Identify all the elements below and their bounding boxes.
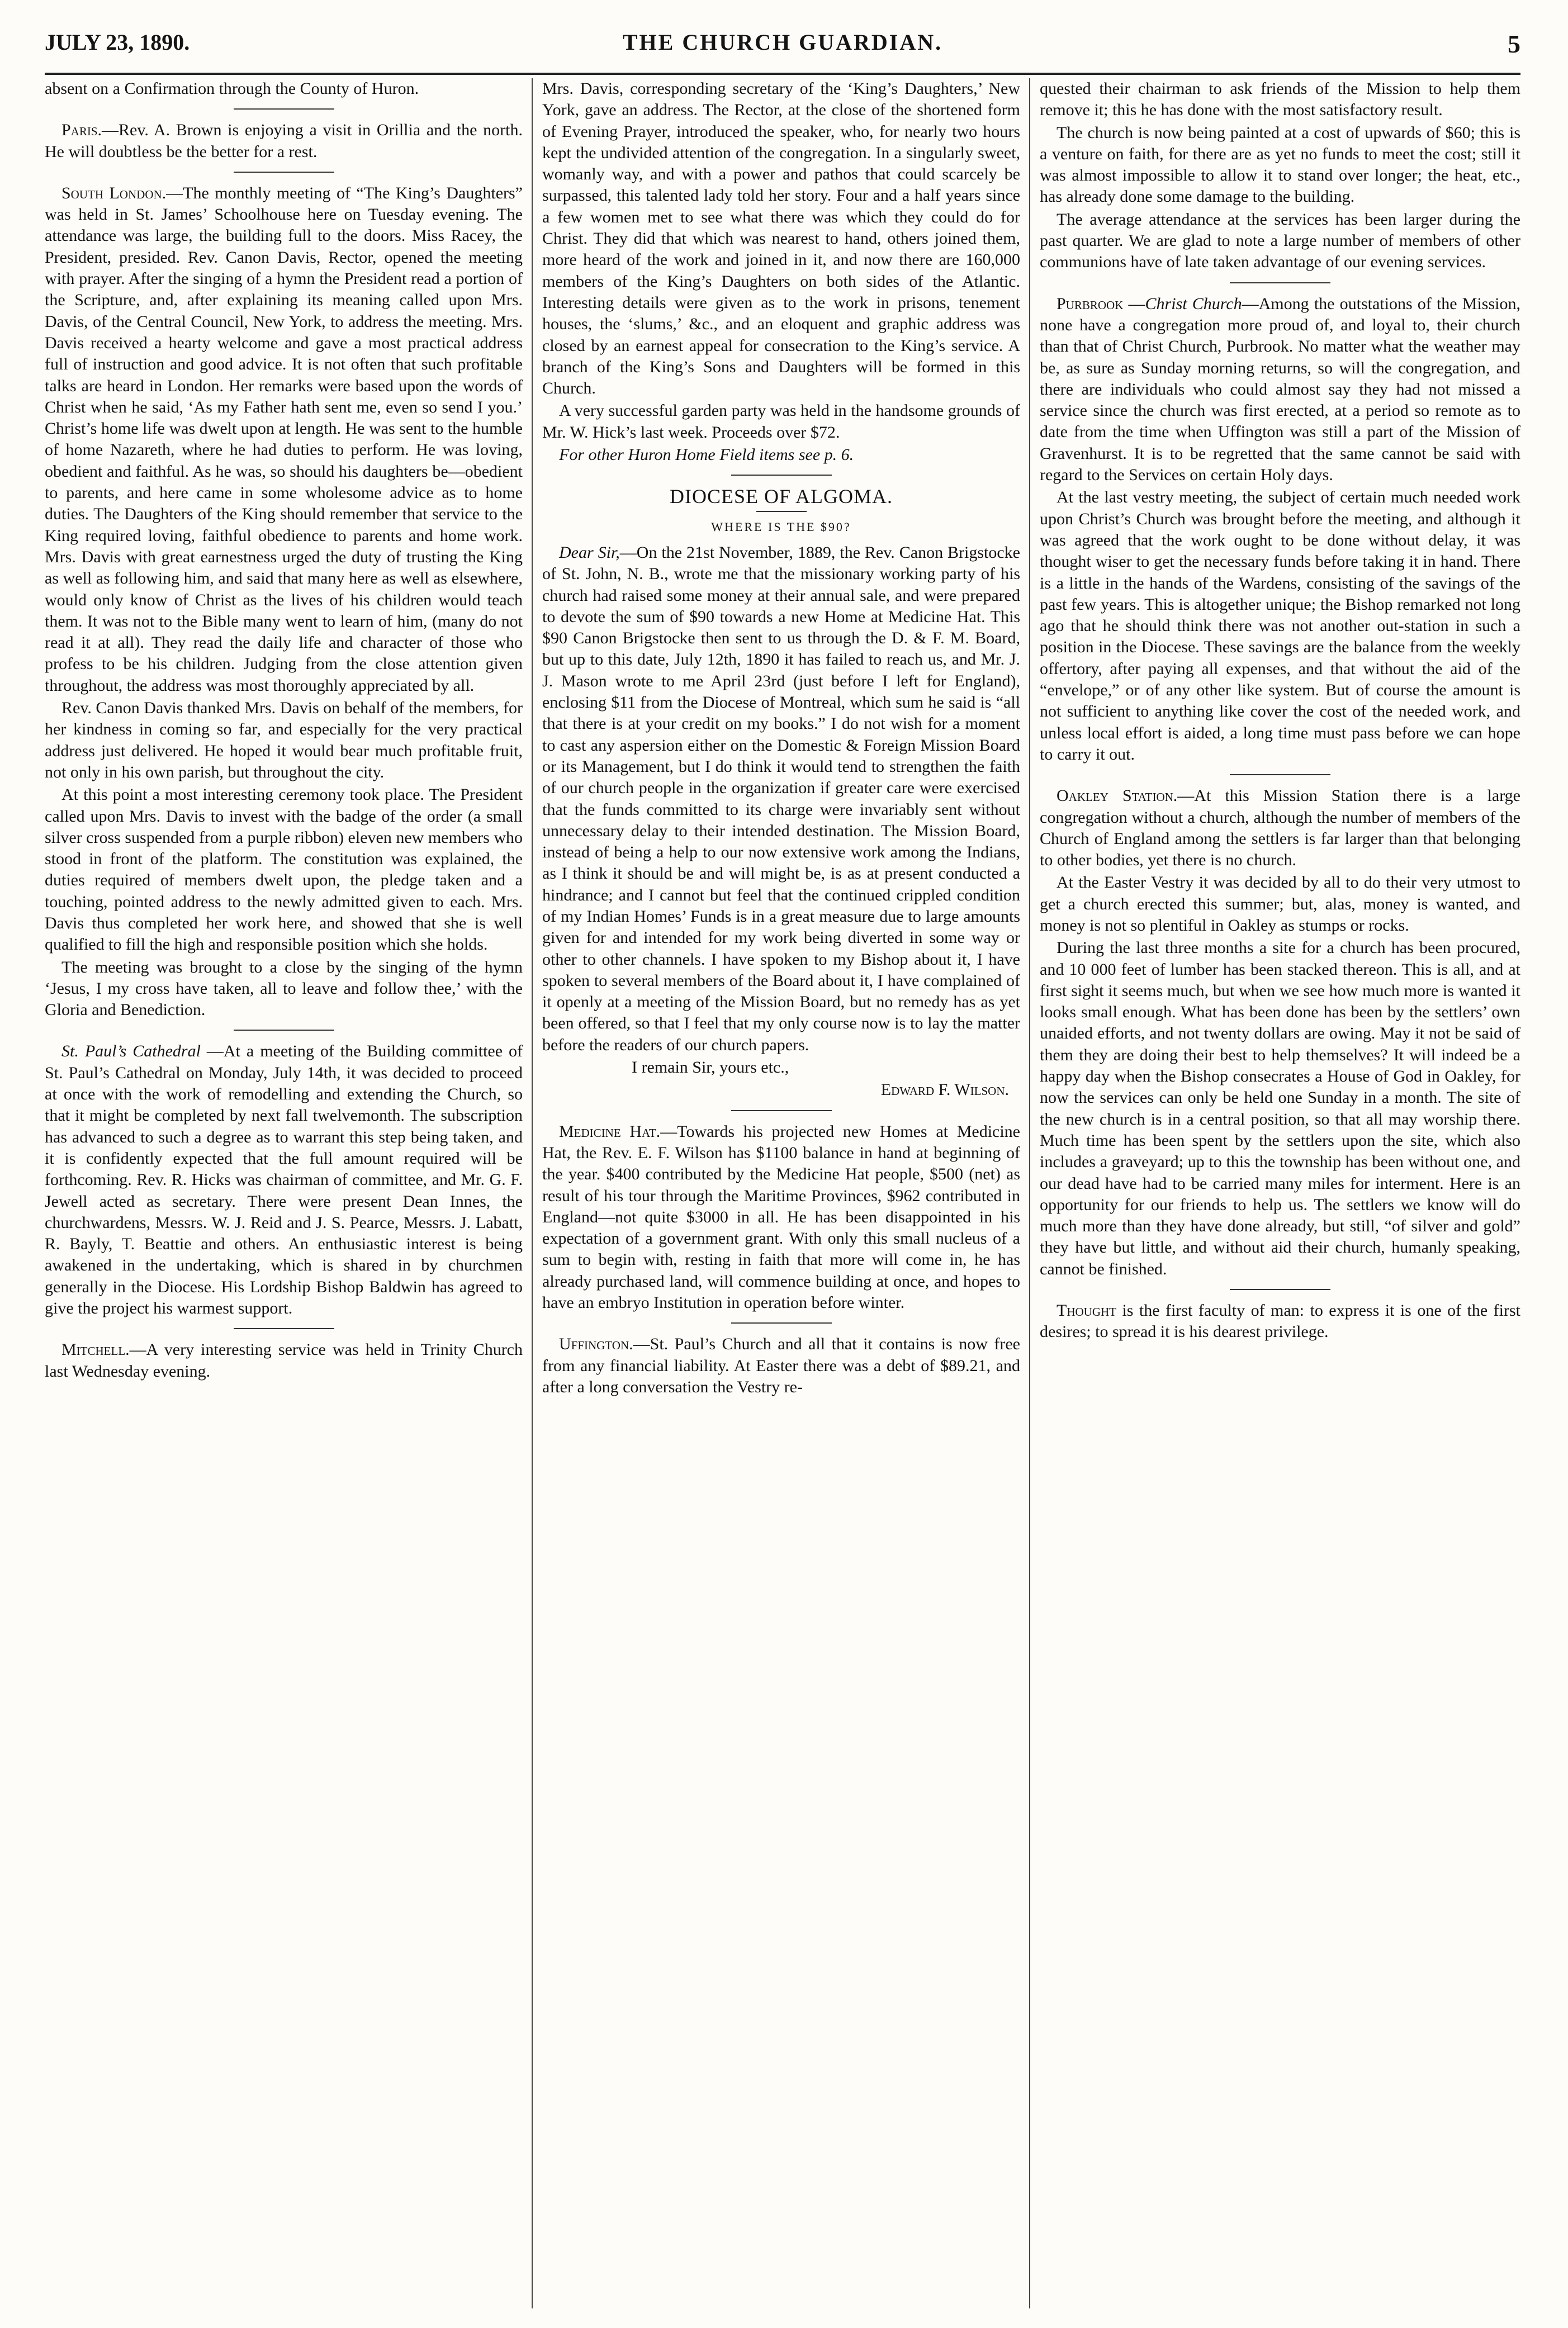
paragraph: absent on a Confirmation through the County of Huron. bbox=[45, 79, 419, 98]
paragraph-text: —St. Paul’s Church and all that it contains is now free from any financial liability. At Easter there was a debt of $89.21, and after a long conversation the Vestry re- bbox=[542, 1335, 1020, 1396]
section-heading: Purbrook bbox=[1057, 294, 1124, 313]
section-heading: South London. bbox=[61, 183, 167, 202]
paragraph-text: —Towards his projected new Homes at Medicine Hat, the Rev. E. F. Wilson has $1100 balance in hand at beginning of the year. $400 contributed by the Medicine Hat people, $500 (net) as result of his tour through the Maritime Provinces, $962 contributed in England—not quite $3000 in all. He has been disappointed in his expectation of a government grant. With only this small nucleus of a sum to begin with, resting in faith that more will come in, he has already purchased land, will commence building at once, and hopes to have an embryo Institution in operation before winter. bbox=[542, 1122, 1020, 1312]
section-title: DIOCESE OF ALGOMA. bbox=[669, 485, 893, 508]
paragraph: A very successful garden party was held in the handsome grounds of Mr. W. Hick’s last week. Proceeds over $72. bbox=[542, 401, 1020, 442]
separator bbox=[756, 511, 807, 512]
paragraph-text: —At a meeting of the Building committee of St. Paul’s Cathedral on Monday, July 14th, it was decided to proceed at once with the work of remodelling and extending the Church, so that it might be completed by next fall twelvemonth. The subscription has advanced to such a degree as to warrant this step being taken, and it is confidently expected that the full amount required will be forthcoming. Rev. R. Hicks was chairman of committee, and Mr. G. F. Jewell acted as secretary. There were present Dean Innes, the churchwardens, Messrs. W. J. Reid and J. S. Pearce, Messrs. J. Labatt, R. Bayly, T. Beattie and others. An enthusiastic interest is being awakened in the undertaking, which is shared in by churchmen generally in the Diocese. His Lordship Bishop Baldwin has agreed to give the project his warmest support. bbox=[45, 1042, 523, 1318]
masthead bbox=[45, 22, 1520, 75]
cross-reference: For other Huron Home Field items see p. 6. bbox=[559, 445, 854, 464]
section-heading: Medicine Hat. bbox=[559, 1122, 661, 1141]
column-rule bbox=[1029, 78, 1030, 2308]
section-heading: St. Paul’s Cathedral bbox=[61, 1042, 201, 1061]
paragraph-st-pauls bbox=[45, 1041, 523, 1319]
section-heading: Oakley Station. bbox=[1057, 786, 1178, 805]
paragraph-uffington bbox=[542, 1334, 1020, 1398]
paragraph: The average attendance at the services has been larger during the past quarter. We are glad to note a large number of members of other communions have of late taken advantage of our evening services. bbox=[1040, 210, 1520, 272]
separator bbox=[1230, 1289, 1330, 1290]
paragraph-south-london bbox=[45, 183, 523, 696]
paragraph: During the last three months a site for a church has been procured, and 10 000 feet of lumber has been stacked thereon. This is all, and at first sight it seems much, but when we see how much more is wanted it looks small enough. What has been done has been by the settlers’ own unaided efforts, and not twenty dollars are owing. May it not be said of them they are doing their best to help themselves? It will indeed be a happy day when the Bishop consecrates a House of God in Oakley, for now the services can only be held one Sunday in a month. The site of the new church is in a central position, so that all may worship there. Much time has been spent by the settlers upon the site, which also includes a graveyard; up to this the township has been without one, and our dead have had to be carried many miles for interment. Here is an opportunity for our friends to help us. The settlers we know will do much more than they have done already, but still, “of silver and gold” they have but little, and without aid their church, humanly speaking, cannot be finished. bbox=[1040, 938, 1520, 1278]
paragraph: quested their chairman to ask friends of the Mission to help them remove it; this he has done with the most satisfactory result. bbox=[1040, 79, 1520, 120]
letter-closing: I remain Sir, yours etc., bbox=[632, 1058, 789, 1077]
separator bbox=[234, 108, 334, 110]
paragraph-mitchell bbox=[45, 1339, 523, 1382]
column-rule bbox=[532, 78, 533, 2308]
paragraph-paris bbox=[45, 120, 523, 163]
issue-date: JULY 23, 1890. bbox=[45, 30, 190, 55]
section-heading: Uffington. bbox=[559, 1335, 633, 1354]
paragraph-text: —A very interesting service was held in Trinity Church last Wednesday evening. bbox=[45, 1340, 523, 1381]
paragraph-text: —At this Mission Station there is a large congregation without a church, although the number of members of the Church of England among the settlers is far larger than that belonging to other bodies, yet there is no church. bbox=[1040, 786, 1520, 870]
paragraph: At this point a most interesting ceremony took place. The President called upon Mrs. Davis to invest with the badge of the order (a small silver cross suspended from a purple ribbon) eleven new members who stood in front of the platform. The constitution was explained, the duties required of members dwelt upon, the pledge taken and a touching, pointed address to the newly admitted given to each. Mrs. Davis thus completed her work here, and showed that she is well qualified to fill the high and responsible position which she holds. bbox=[45, 785, 523, 954]
paragraph: Mrs. Davis, corresponding secretary of the ‘King’s Daughters,’ New York, gave an address. The Rector, at the close of the shortened form of Evening Prayer, introduced the speaker, who, for nearly two hours kept the undivided attention of the congregation. In a singularly sweet, womanly way, and with a power and pathos that could scarcely be surpassed, this talented lady told her story. Four and a half years since a few women met to see what there was which they could do for Christ. They did that which was nearest to hand, others joined them, more heard of the work and joined in it, and now there are 160,000 members of the King’s Daughters on both sides of the Atlantic. Interesting details were given as to the work in prisons, tenement houses, the ‘slums,’ &c., and an eloquent and graphic address was closed by an earnest appeal for consecration to the King’s service. A branch of the King’s Sons and Daughters will be formed in this Church. bbox=[542, 79, 1020, 398]
page-number: 5 bbox=[1508, 30, 1520, 58]
column-1 bbox=[45, 78, 523, 2308]
letter-body bbox=[542, 542, 1020, 1056]
paragraph-text: —On the 21st November, 1889, the Rev. Canon Brigstocke of St. John, N. B., wrote me that the missionary working party of his church had raised some money at their annual sale, and were prepared to devote the sum of $90 towards a new Home at Medicine Hat. This $90 Canon Brigstocke then sent to us through the D. & F. M. Board, but up to this date, July 12th, 1890 it has failed to reach us, and Mr. J. J. Mason wrote to me April 23rd (just before I left for England), enclosing $11 from the Diocese of Montreal, which sum he said is “all that there is at your credit on my books.” I do not wish for a moment to cast any aspersion either on the Domestic & Foreign Mission Board or its Management, but I do think it would tend to strengthen the faith of our church people in the organization if greater care were exercised that the funds committed to its charge were invariably sent without unnecessary delay to their intended destination. The Mission Board, instead of being a help to our now extensive work among the Indians, as I think it should be and will might be, is as at present conducted a hindrance; and I cannot but feel that the continued crippled condition of my Indian Homes’ Funds is in a great measure due to large amounts given for and intended for my work being diverted in some way or other to other channels. I have spoken to my Bishop about it, I have spoken to several members of the Board about it, I have complained of it openly at a meeting of the Mission Board, but no remedy has as yet been offered, so that I feel that my only course now is to lay the matter before the readers of our church papers. bbox=[542, 543, 1020, 1054]
section-heading: Paris. bbox=[61, 121, 102, 140]
paragraph-thought bbox=[1040, 1300, 1520, 1343]
paragraph-purbrook: Purbrook —Christ Church—Among the outstations of the Mission, none have a congregation more proud of, and loyal to, their church than that of Christ Church, Purbrook. No matter what the weather may be, as sure as Sunday morning returns, so will the congregation, and there are individuals who could almost say they had not missed a service since the church was first erected, at a period so remote as to date from the time when Uffington was still a part of the Mission of Gravenhurst. It is to be regretted that the same cannot be said with regard to the Services on certain Holy days. bbox=[1040, 294, 1520, 485]
column-2 bbox=[542, 78, 1020, 2308]
separator bbox=[1230, 282, 1330, 283]
section-heading: Mitchell. bbox=[61, 1340, 130, 1359]
paragraph-oakley bbox=[1040, 785, 1520, 871]
separator bbox=[234, 1030, 334, 1031]
separator bbox=[731, 1322, 832, 1324]
paragraph-text: is the first faculty of man: to express it is one of the first desires; to spread it is his dearest privilege. bbox=[1040, 1301, 1520, 1341]
newspaper-title: THE CHURCH GUARDIAN. bbox=[622, 30, 943, 55]
separator bbox=[234, 172, 334, 173]
sub-heading: WHERE IS THE $90? bbox=[711, 519, 851, 534]
letter-signature: Edward F. Wilson. bbox=[880, 1080, 1009, 1099]
separator bbox=[234, 1328, 334, 1329]
paragraph: At the last vestry meeting, the subject of certain much needed work upon Christ’s Church was brought before the meeting, and although it was agreed that the work ought to be done without delay, it was thought wiser to get the necessary funds before taking it in hand. There is a little in the hands of the Wardens, consisting of the savings of the past few years. This is altogether unique; the Bishop remarked not long ago that he should think there was not another out-station in such a position in the Diocese. These savings are the balance from the weekly offertory, after paying all expenses, and that without the aid of the “envelope,” or of any other like system. But of course the amount is not sufficient to anything like cover the cost of the needed work, and unless local effort is aided, a long time must pass before we can hope to carry it out. bbox=[1040, 488, 1520, 764]
paragraph-text: —Rev. A. Brown is enjoying a visit in Orillia and the north. He will doubtless be the better for a rest. bbox=[45, 121, 523, 161]
section-subheading: Christ Church bbox=[1145, 294, 1242, 313]
salutation: Dear Sir, bbox=[559, 543, 620, 562]
paragraph-text: —The monthly meeting of “The King’s Daughters” was held in St. James’ Schoolhouse here on Tuesday evening. The attendance was large, the building full to the doors. Miss Racey, the President, presided. Rev. Canon Davis, Rector, opened the meeting with prayer. After the singing of a hymn the President read a portion of the Scripture, and, after explaining its meaning called upon Mrs. Davis, of the Central Council, New York, to address the meeting. Mrs. Davis received a hearty welcome and gave a most practical address full of instruction and good advice. It is not often that such profitable talks are heard in London. Her remarks were based upon the words of Christ when he said, ‘As my Father hath sent me, even so send I you.’ Christ’s home life was dwelt upon at length. He was sent to the humble of home Nazareth, where he had duties to perform. He was loving, obedient and faithful. As he was, so should his daughters be—obedient to parents, and here came in some wholesome advice as to home duties. The Daughters of the King should remember that service to the King required loving, faithful obedience to parents and home work. Mrs. Davis with great earnestness urged the duty of trusting the King as well as following him, and said that many here as well as elsewhere, would only know of Christ as the lives of his children would teach them. It was not to the Bible many went to learn of him, (many do not read it at all). They read the daily life and character of those who profess to be his children. Judging from the close attention given throughout, the address was most thoroughly appreciated by all. bbox=[45, 183, 523, 695]
paragraph: Rev. Canon Davis thanked Mrs. Davis on behalf of the members, for her kindness in coming so far, and especially for the very practical address just delivered. He hoped it would bear much profitable fruit, not only in his own parish, but throughout the city. bbox=[45, 699, 523, 781]
paragraph-text: —Among the outstations of the Mission, none have a congregation more proud of, and loyal to, their church than that of Christ Church, Purbrook. No matter what the weather may be, as sure as Sunday morning returns, so will the congregation, and there are individuals who could almost say they had not missed a service since the church was first erected, at a period so remote as to date from the time when Uffington was still a part of the Mission of Gravenhurst. It is to be regretted that the same cannot be said with regard to the Services on certain Holy days. bbox=[1040, 294, 1520, 485]
section-heading: Thought bbox=[1057, 1301, 1116, 1320]
paragraph-medicine-hat bbox=[542, 1121, 1020, 1314]
separator bbox=[1230, 774, 1330, 775]
separator bbox=[731, 1110, 832, 1111]
paragraph: The meeting was brought to a close by the singing of the hymn ‘Jesus, I my cross have taken, all to leave and follow thee,’ with the Gloria and Benediction. bbox=[45, 957, 523, 1020]
paragraph: At the Easter Vestry it was decided by all to do their very utmost to get a church erected this summer; but, alas, money is wanted, and money is not so plentiful in Oakley as stumps or rocks. bbox=[1040, 873, 1520, 935]
paragraph: The church is now being painted at a cost of upwards of $60; this is a venture on faith, for there are as yet no funds to meet the cost; still it was almost impossible to allow it to stand over longer; the heat, etc., has already done some damage to the building. bbox=[1040, 123, 1520, 206]
separator bbox=[731, 475, 832, 476]
column-3 bbox=[1040, 78, 1520, 2308]
